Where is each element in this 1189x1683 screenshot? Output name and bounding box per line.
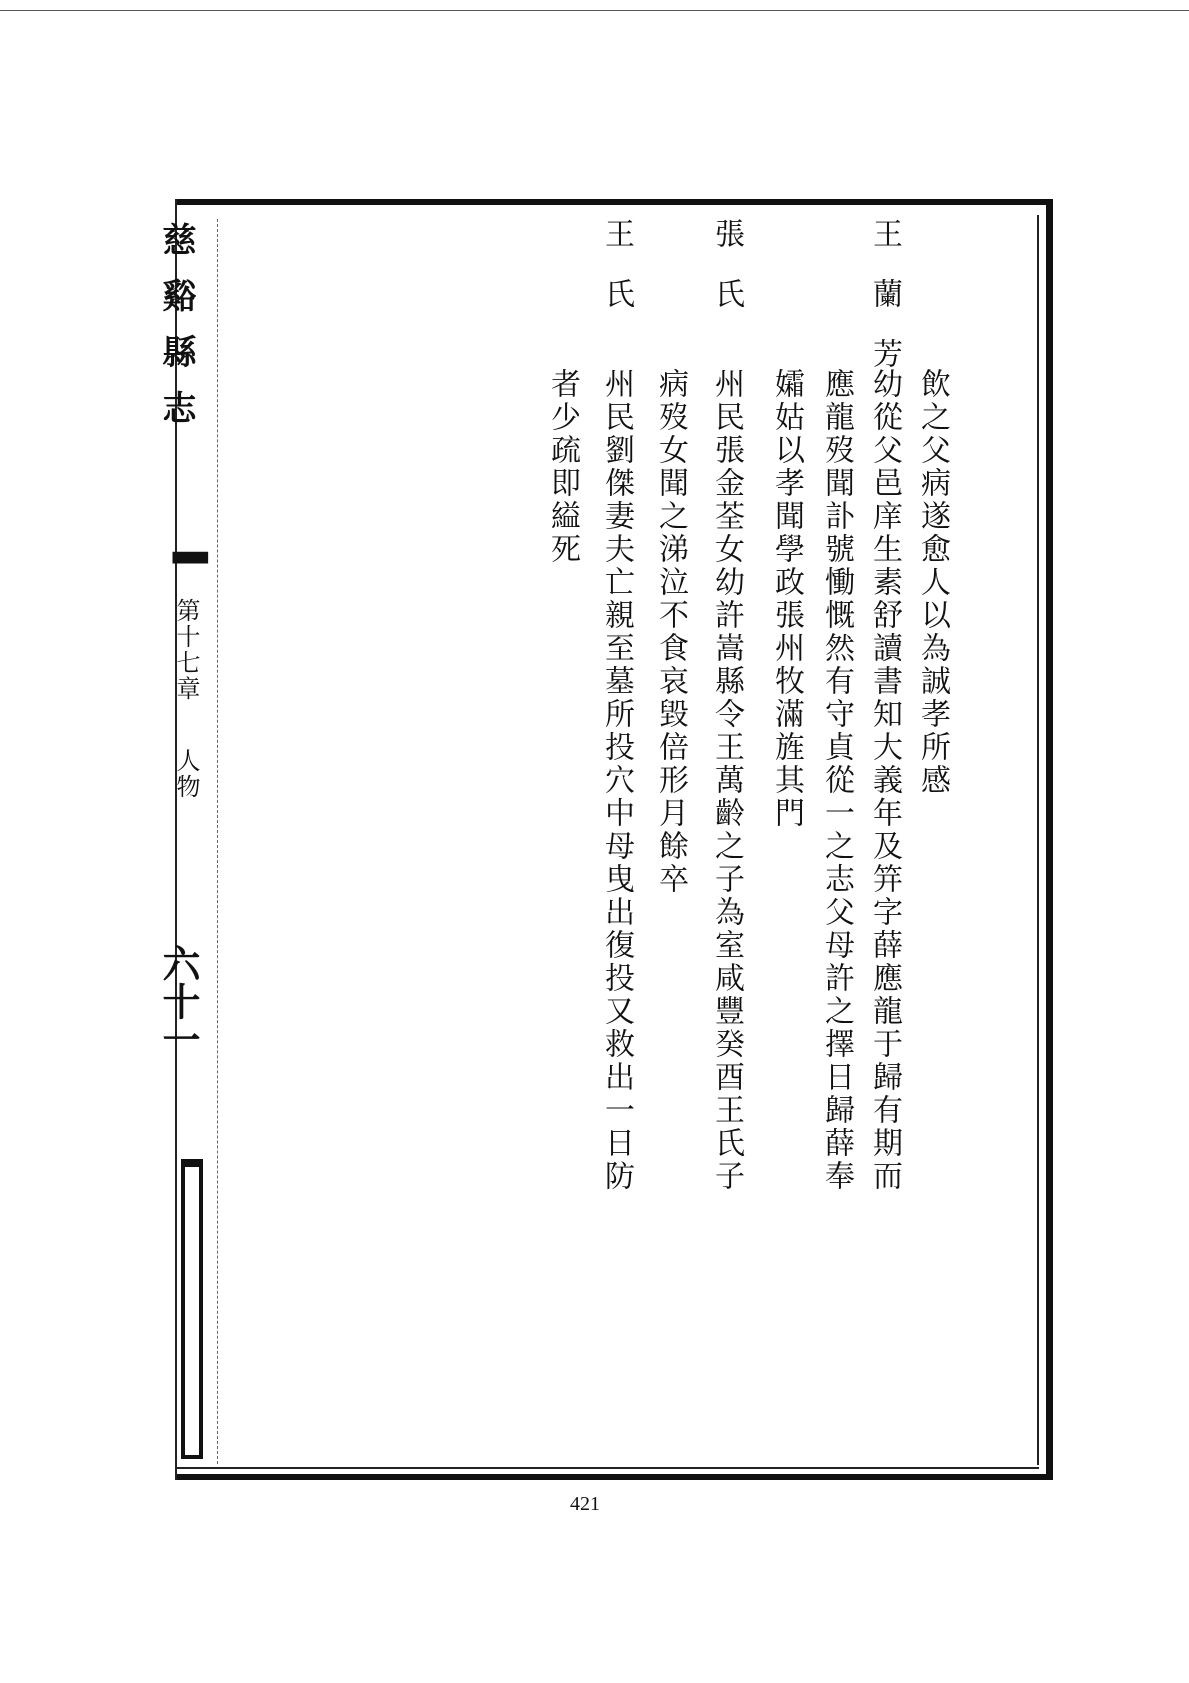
volume-mark: ▌ bbox=[172, 552, 207, 579]
entry-name: 王氏 bbox=[599, 218, 634, 338]
text-column: 應龍歿聞訃號慟慨然有守貞從一之志父母許之擇日歸薛奉 bbox=[819, 368, 854, 1193]
frame-top-rule bbox=[175, 199, 1053, 205]
text-column: 飲之父病遂愈人以為誠孝所感 bbox=[915, 368, 950, 797]
text-column: 孀姑以孝聞學政張州牧滿旌其門 bbox=[769, 368, 804, 830]
leaf-number: 六十一 bbox=[156, 944, 201, 1058]
text-column: 州民張金荃女幼許嵩縣令王萬齡之子為室咸豐癸酉王氏子 bbox=[709, 368, 744, 1193]
text-column: 州民劉傑妻夫亡親至墓所投穴中母曳出復投又救出一日防 bbox=[599, 368, 634, 1193]
text-column: 幼從父邑庠生素舒讀書知大義年及笄字薛應龍于歸有期而 bbox=[867, 368, 902, 1193]
text-column: 病歿女聞之涕泣不食哀毀倍形月餘卒 bbox=[653, 368, 688, 896]
page-number: 421 bbox=[570, 1493, 600, 1515]
text-column: 者少疏即縊死 bbox=[545, 368, 580, 566]
frame-right-rule bbox=[1046, 199, 1053, 1480]
scan-top-border bbox=[0, 10, 1189, 11]
fish-tail-mark bbox=[181, 1159, 203, 1459]
margin-chapter: 第十七章 bbox=[172, 598, 200, 702]
entry-name: 張氏 bbox=[709, 218, 744, 338]
margin-section: 人物 bbox=[172, 748, 200, 800]
frame-bottom-inner-rule bbox=[175, 1467, 1039, 1469]
margin-title: 慈谿縣志 bbox=[156, 222, 196, 446]
spine-divider bbox=[217, 219, 219, 1464]
frame-bottom-rule bbox=[175, 1474, 1053, 1480]
frame-right-inner-rule bbox=[1037, 215, 1039, 1465]
entry-name: 王蘭芳 bbox=[867, 218, 902, 398]
